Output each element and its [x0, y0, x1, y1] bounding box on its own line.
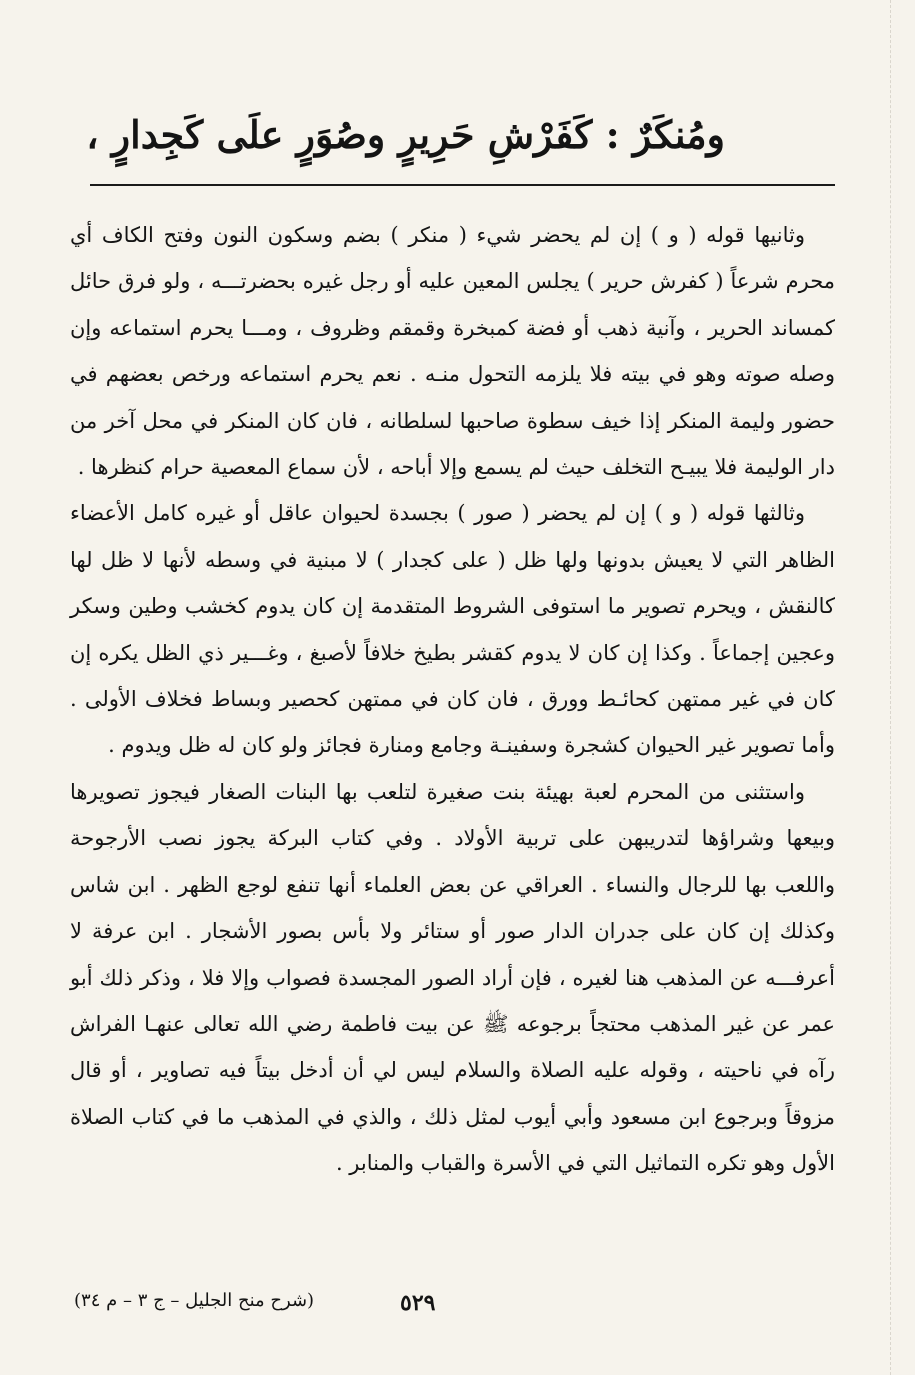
- paragraph-third-condition: وثالثها قوله ( و ) إن لم يحضر ( صور ) بجسدة لحيوان عاقل أو غيره كامل الأعضاء الظاهر التي لا يعيش بدونها ولها ظل ( على كجدار ) لا مبنية في وسطه لأنها لا ظل لها كالنقش ، ويحرم تصوير ما استوفى الشروط المتقدمة إن كان يدوم كخشب وطين وسكر وعجين إجماعاً . وكذا إن كان لا يدوم كقشر بطيخ خلافاً لأصبغ ، وغـــير ذي الظل يكره إن كان في غير ممتهن كحائـط وورق ، فان كان في ممتهن كحصير وبساط فخلاف الأولى . وأما تصوير غير الحيوان كشجرة وسفينـة وجامع ومنارة فجائز ولو كان له ظل ويدوم .: [70, 501, 835, 758]
- page-edge-line: [890, 0, 892, 1375]
- paragraph-second-condition: وثانيها قوله ( و ) إن لم يحضر شيء ( منكر ) بضم وسكون النون وفتح الكاف أي محرم شرعاً ( كفرش حرير ) يجلس المعين عليه أو رجل غيره بحضرتـــه ، ولو فرق حائل كمساند الحرير ، وآنية ذهب أو فضة كمبخرة وقمقم وظروف ، ومـــا يحرم استماعه وإن وصله صوته وهو في بيته فلا يلزمه التحول منـه . نعم يحرم استماعه ورخص بعضهم في حضور وليمة المنكر إذا خيف سطوة صاحبها لسلطانه ، فان كان المنكر في محل آخر من دار الوليمة فلا يبيـح التخلف حيث لم يسمع وإلا أباحه ، لأن سماع المعصية حرام كنظرها .: [70, 223, 835, 480]
- paragraph-exception: واستثنى من المحرم لعبة بهيئة بنت صغيرة لتلعب بها البنات الصغار فيجوز تصويرها وبيعها وشراؤها لتدريبهن على تربية الأولاد . وفي كتاب البركة يجوز نصب الأرجوحة واللعب بها للرجال والنساء . العراقي عن بعض العلماء أنها تنفع لوجع الظهر . ابن شاس وكذلك إن كان على جدران الدار صور أو ستائر ولا بأس بصور الأشجار . ابن عرفة لا أعرفـــه عن المذهب هنا لغيره ، فإن أراد الصور المجسدة فصواب وإلا فلا ، وذكر ذلك أبو عمر عن غير المذهب محتجاً برجوعه ﷺ عن بيت فاطمة رضي الله تعالى عنهـا الفراش رآه في ناحيته ، وقوله عليه الصلاة والسلام ليس لي أن أدخل بيتاً فيه تصاوير ، أو قال مزوقاً وبرجوع ابن مسعود وأبي أيوب لمثل ذلك ، والذي في المذهب ما في كتاب الصلاة الأول وهو تكره التماثيل التي في الأسرة والقباب والمنابر .: [70, 779, 835, 1176]
- commentary-body: [70, 212, 835, 1187]
- matn-verse-heading: ومُنكَرٌ : كَفَرْشِ حَرِيرٍ وصُوَرٍ علَى كَجِدارٍ ،: [86, 112, 725, 157]
- header-divider: [90, 184, 835, 186]
- page-number: ٥٢٩: [400, 1290, 436, 1316]
- footer-source-reference: (شرح منح الجليل – ج ٣ – م ٣٤): [74, 1290, 315, 1311]
